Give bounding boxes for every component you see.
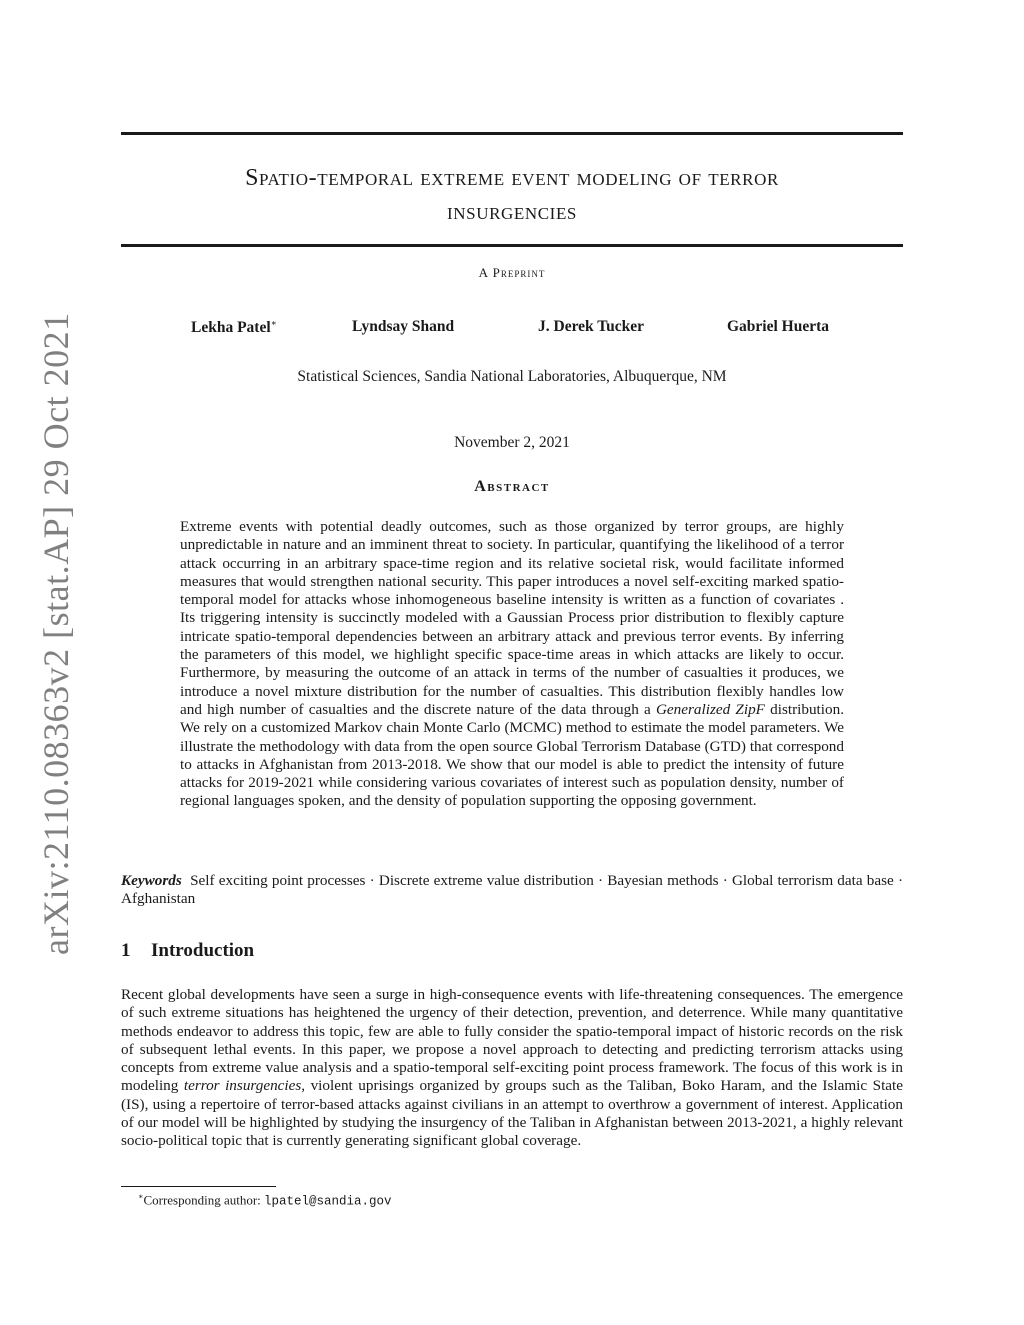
- keywords-label: Keywords: [121, 872, 182, 889]
- intro-paragraph: Recent global developments have seen a surge in high-consequence events with life-threatening consequences. The emergence of such extreme situations has heightened the urgency of their detection, prevention, and deterrence. While many quantitative methods endeavor to address this topic, few are able to fully consider the spatio-temporal impact of historic records on the risk of subsequent lethal events. In this paper, we propose a novel approach to detecting and predicting terrorism attacks using concepts from extreme value analysis and a spatio-temporal self-exciting point process framework. The focus of this work is in modeling terror insurgencies, violent uprisings organized by groups such as the Taliban, Boko Haram, and the Islamic State (IS), using a repertoire of terror-based attacks against civilians in an attempt to overthrow a government of interest. Application of our model will be highlighted by studying the insurgency of the Taliban in Afghanistan between 2013-2021, a highly relevant socio-political topic that is currently generating significant global coverage.: [121, 986, 903, 1150]
- author-3: J. Derek Tucker: [538, 318, 645, 335]
- preprint-label: A Preprint: [478, 265, 546, 280]
- abstract-heading: Abstract: [474, 478, 550, 495]
- arxiv-stamp: arXiv:2110.08363v2 [stat.AP] 29 Oct 2021: [36, 312, 76, 955]
- affiliation: Statistical Sciences, Sandia National Laboratories, Albuquerque, NM: [297, 368, 727, 385]
- title-bottom-rule: [121, 244, 903, 247]
- author-1: Lekha Patel∗: [191, 318, 277, 337]
- author-2: Lyndsay Shand: [352, 318, 455, 335]
- date: November 2, 2021: [454, 434, 570, 451]
- author-4: Gabriel Huerta: [727, 318, 830, 335]
- abstract-body: Extreme events with potential deadly outcomes, such as those organized by terror groups, are highly unpredictable in nature and an imminent threat to society. In particular, quantifying the likelihood of a terror attack occurring in an arbitrary space-time region and its relative societal risk, would facilitate informed measures that would strengthen national security. This paper introduces a novel self-exciting marked spatio-temporal model for attacks whose inhomogeneous baseline intensity is written as a function of covariates . Its triggering intensity is succinctly modeled with a Gaussian Process prior distribution to flexibly capture intricate spatio-temporal dependencies between an arbitrary attack and previous terror events. By inferring the parameters of this model, we highlight specific space-time areas in which attacks are likely to occur. Furthermore, by measuring the outcome of an attack in terms of the number of casualties it produces, we introduce a novel mixture distribution for the number of casualties. This distribution flexibly handles low and high number of casualties and the discrete nature of the data through a Generalized ZipF distribution. We rely on a customized Markov chain Monte Carlo (MCMC) method to estimate the model parameters. We illustrate the methodology with data from the open source Global Terrorism Database (GTD) that correspond to attacks in Afghanistan from 2013-2018. We show that our model is able to predict the intensity of future attacks for 2019-2021 while considering various covariates of interest such as population density, number of regional languages spoken, and the density of population supporting the opposing government.: [180, 518, 844, 810]
- section-heading: 1 Introduction: [121, 940, 255, 961]
- keywords-text: Self exciting point processes · Discrete extreme value distribution · Bayesian methods · Global terrorism data base · Afghanistan: [121, 872, 904, 908]
- footnote: ∗Corresponding author: lpatel@sandia.gov: [138, 1192, 392, 1209]
- keywords: [121, 872, 903, 909]
- paper-title-line2: insurgencies: [447, 199, 577, 225]
- footnote-rule: [121, 1186, 276, 1187]
- title-top-rule: [121, 132, 903, 135]
- footnote-email[interactable]: lpatel@sandia.gov: [264, 1194, 392, 1209]
- paper-title-line1: Spatio-temporal extreme event modeling of terror: [245, 165, 779, 191]
